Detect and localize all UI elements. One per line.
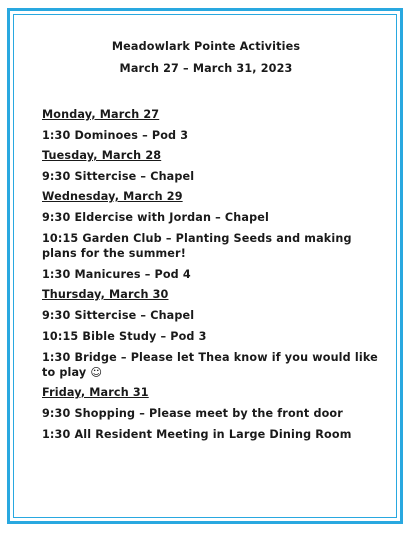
activity-item: 1:30 Dominoes – Pod 3: [42, 129, 189, 142]
date-range: March 27 – March 31, 2023: [119, 62, 293, 75]
activity-item: 9:30 Sittercise – Chapel: [42, 309, 195, 322]
day-heading: Friday, March 31: [42, 386, 149, 399]
activity-item: 9:30 Eldercise with Jordan – Chapel: [42, 211, 269, 224]
day-section-tuesday: [42, 147, 382, 184]
document-title: Meadowlark Pointe Activities: [111, 40, 301, 53]
day-heading: Tuesday, March 28: [42, 149, 162, 162]
activity-calendar: [42, 36, 382, 446]
activity-item: 1:30 Bridge – Please let Thea know if you would like to play ☺: [42, 351, 378, 379]
day-section-monday: [42, 106, 382, 143]
activity-item: 1:30 All Resident Meeting in Large Dining Room: [42, 428, 352, 441]
day-section-thursday: [42, 286, 382, 380]
activity-item: 10:15 Garden Club – Planting Seeds and making plans for the summer!: [42, 232, 352, 260]
spacer: [42, 80, 382, 106]
day-heading: Thursday, March 30: [42, 288, 169, 301]
activity-item: 9:30 Sittercise – Chapel: [42, 170, 195, 183]
day-heading: Wednesday, March 29: [42, 190, 183, 203]
day-heading: Monday, March 27: [42, 108, 160, 121]
activity-item: 10:15 Bible Study – Pod 3: [42, 330, 207, 343]
activity-item: 1:30 Manicures – Pod 4: [42, 268, 191, 281]
day-section-friday: [42, 384, 382, 442]
activity-item: 9:30 Shopping – Please meet by the front door: [42, 407, 343, 420]
day-section-wednesday: [42, 188, 382, 282]
